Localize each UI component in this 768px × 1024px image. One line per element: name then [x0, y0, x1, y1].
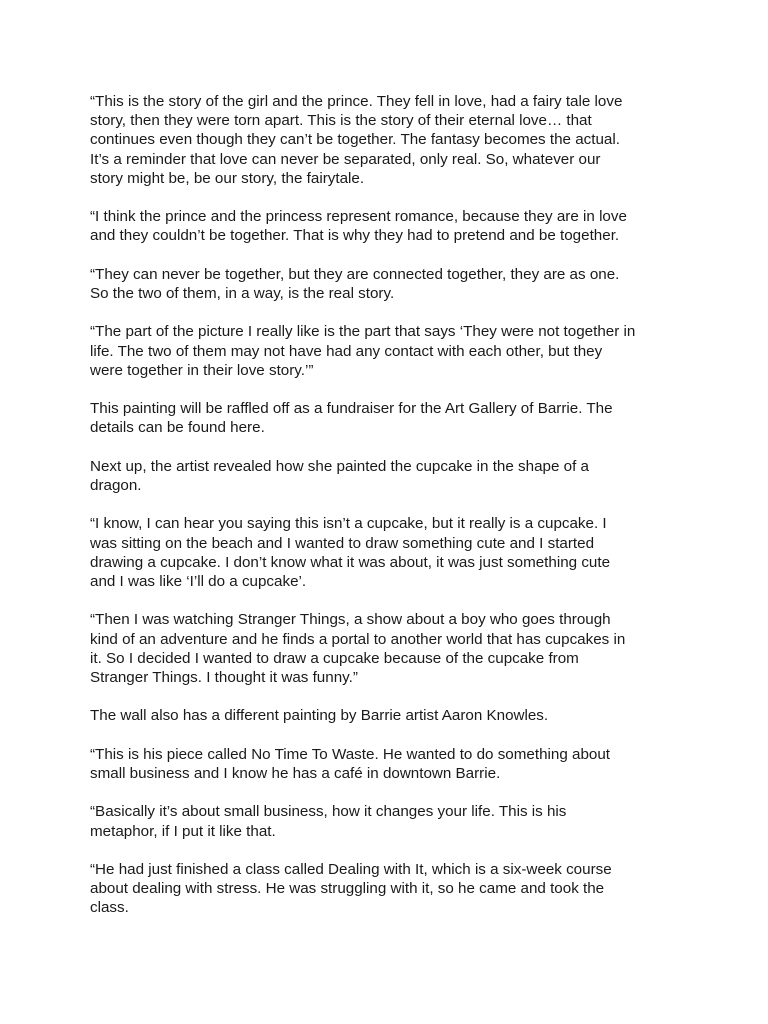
paragraph-4: “The part of the picture I really like is the part that says ‘They were not together in life. The two of them may not have had any contact with each other, but they were together in their love story.’” — [90, 323, 636, 379]
paragraph-10: “This is his piece called No Time To Waste. He wanted to do something about small business and I know he has a café in downtown Barrie. — [90, 745, 611, 782]
paragraph-6: Next up, the artist revealed how she painted the cupcake in the shape of a dragon. — [90, 457, 589, 494]
paragraph-1: “This is the story of the girl and the prince. They fell in love, had a fairy tale love story, then they were torn apart. This is the story of their eternal love… that continues even though they can’t be together. The fantasy becomes the actual. It’s a reminder that love can never be separated, only real. So, whatever our story might be, be our story, the fairytale. — [90, 93, 623, 187]
paragraph-3: “They can never be together, but they are connected together, they are as one. So the two of them, in a way, is the real story. — [90, 265, 620, 302]
paragraph-5: This painting will be raffled off as a fundraiser for the Art Gallery of Barrie. The details can be found here. — [90, 400, 613, 437]
document-page — [90, 92, 694, 937]
paragraph-11: “Basically it’s about small business, how it changes your life. This is his metaphor, if I put it like that. — [90, 803, 567, 840]
paragraph-9: The wall also has a different painting by Barrie artist Aaron Knowles. — [90, 707, 549, 725]
paragraph-8: “Then I was watching Stranger Things, a show about a boy who goes through kind of an adventure and he finds a portal to another world that has cupcakes in it. So I decided I wanted to draw a cupcake because of the cupcake from Stranger Things. I thought it was funny.” — [90, 611, 626, 686]
paragraph-12: “He had just finished a class called Dealing with It, which is a six-week course about dealing with stress. He was struggling with it, so he came and took the class. — [90, 860, 612, 917]
paragraph-2: “I think the prince and the princess represent romance, because they are in love and they couldn’t be together. That is why they had to pretend and be together. — [90, 208, 627, 245]
paragraph-7: “I know, I can hear you saying this isn’t a cupcake, but it really is a cupcake. I was sitting on the beach and I wanted to draw something cute and I started drawing a cupcake. I don’t know what it was about, it was just something cute and I was like ‘I’ll do a cupcake’. — [90, 515, 611, 590]
